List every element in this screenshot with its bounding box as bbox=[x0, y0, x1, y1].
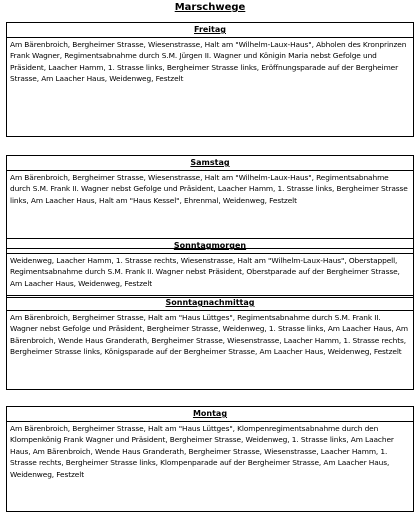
day-route: Am Bärenbroich, Bergheimer Strasse, Wiesenstrasse, Halt am "Wilhelm-Laux-Haus", Abholen des Kronprinzen Frank Wagner, Regimentsabnahme durch S.M. Jürgen II. Wagner und Königin Maria nebst Gefolge und Präsident, Laacher Hamm, 1. Strasse links, Bergheimer Strasse links, Eröffnungsparade auf der Bergheimer Strasse, Am Laacher Haus, Weidenweg, Festzelt bbox=[10, 40, 407, 84]
day-name: Montag bbox=[192, 409, 228, 418]
day-route: Am Bärenbroich, Bergheimer Strasse, Halt am "Haus Lüttges", Regimentsabnahme durch S.M. Frank II. Wagner nebst Gefolge und Präsident, Bergheimer Strasse, Weidenweg, 1. Strasse links, Am Laacher Haus, Am Bärenbroich, Wende Haus Granderath, Bergheimer Strasse, Wiesenstrasse, Laacher Hamm, 1. Strasse rechts, Bergheimer Strasse links, Königsparade auf der Bergheimer Strasse, Am Laacher Haus, Weidenweg, Festzelt bbox=[10, 313, 408, 357]
day-block-sonntagmorgen bbox=[6, 238, 414, 298]
day-route: Weidenweg, Laacher Hamm, 1. Strasse rechts, Wiesenstrasse, Halt am "Wilhelm-Laux-Haus", Oberstappell, Regimentsabnahme durch S.M. Frank II. Wagner nebst Präsident, Oberstparade auf der Bergheimer Strasse, Am Laacher Haus, Weidenweg, Festzelt bbox=[10, 256, 400, 288]
day-block-montag bbox=[6, 406, 414, 512]
day-header bbox=[7, 296, 413, 311]
day-name: Sonntagmorgen bbox=[173, 241, 247, 250]
day-name: Samstag bbox=[190, 158, 230, 167]
day-name: Sonntagnachmittag bbox=[165, 298, 255, 307]
day-header bbox=[7, 23, 413, 38]
day-block-sonntagnachmittag bbox=[6, 295, 414, 390]
day-block-samstag bbox=[6, 155, 414, 249]
day-route: Am Bärenbroich, Bergheimer Strasse, Halt am "Haus Lüttges", Klompenregimentsabnahme durch den Klompenkönig Frank Wagner und Präsident, Bergheimer Strasse, Weidenweg, 1. Strasse links, Am Laacher Haus, Am Bärenbroich, Wende Haus Granderath, Bergheimer Strasse, Wiesenstrasse, Laacher Hamm, 1. Strasse rechts, Bergheimer Strasse links, Klompenparade auf der Bergheimer Strasse, Am Laacher Haus, Weidenweg, Festzelt bbox=[10, 424, 394, 479]
document-title: Marschwege bbox=[174, 2, 246, 13]
day-header bbox=[7, 239, 413, 254]
day-route: Am Bärenbroich, Bergheimer Strasse, Wiesenstrasse, Halt am "Wilhelm-Laux-Haus", Regimentsabnahme durch S.M. Frank II. Wagner nebst Gefolge und Präsident, Laacher Hamm, 1. Strasse links, Bergheimer Strasse links, Am Laacher Haus, Halt am "Haus Kessel", Ehrenmal, Weidenweg, Festzelt bbox=[10, 173, 408, 205]
day-block-freitag bbox=[6, 22, 414, 137]
day-name: Freitag bbox=[193, 25, 226, 34]
day-header bbox=[7, 407, 413, 422]
day-header bbox=[7, 156, 413, 171]
